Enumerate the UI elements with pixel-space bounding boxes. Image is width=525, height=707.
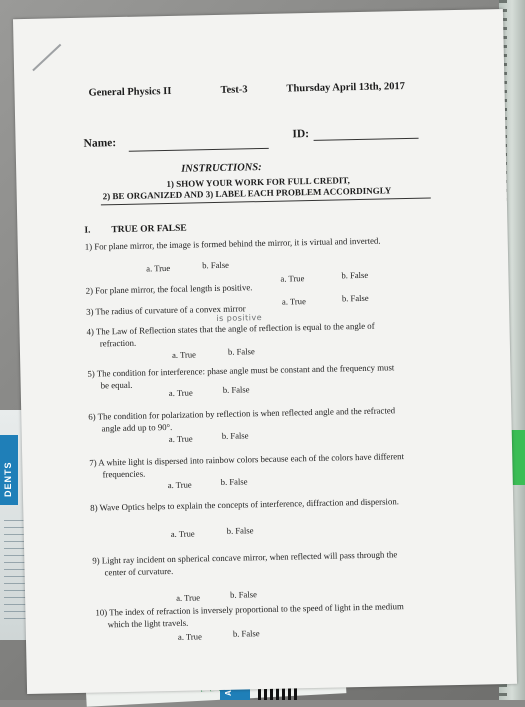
question-text: 6) The condition for polarization by reflection is when reflected angle and the refracted xyxy=(88,405,396,422)
option-false[interactable]: b. False xyxy=(227,346,255,357)
question-text-cont: refraction. xyxy=(99,337,137,349)
course-title: General Physics II xyxy=(88,85,172,99)
name-field[interactable] xyxy=(129,148,269,152)
section-number: I. xyxy=(84,225,91,236)
option-true[interactable]: a. True xyxy=(171,349,197,360)
handwritten-note: is positive xyxy=(216,313,263,324)
option-false[interactable]: b. False xyxy=(221,430,249,441)
pen-mark xyxy=(32,44,61,71)
question-text-cont: center of curvature. xyxy=(104,565,174,578)
option-false[interactable]: b. False xyxy=(220,476,248,487)
id-field[interactable] xyxy=(314,138,419,141)
option-false[interactable]: b. False xyxy=(341,292,369,304)
option-true[interactable]: a. True xyxy=(170,528,195,540)
option-false[interactable]: b. False xyxy=(226,525,254,536)
option-false[interactable]: b. False xyxy=(341,269,369,281)
option-true[interactable]: a. True xyxy=(168,433,193,445)
exam-header xyxy=(88,81,428,99)
question-text: 1) For plane mirror, the image is formed behind the mirror, it is virtual and inverted. xyxy=(84,235,381,252)
question-text: 2) For plane mirror, the focal length is positive. xyxy=(85,282,253,296)
option-false[interactable]: b. False xyxy=(222,384,250,395)
instruction-line-1: 1) SHOW YOUR WORK FOR FULL CREDIT, xyxy=(166,175,350,190)
question-text: 7) A white light is dispersed into rainbow colors because each of the colors have different xyxy=(89,451,405,468)
option-false[interactable]: b. False xyxy=(202,259,230,271)
question-text-cont: be equal. xyxy=(100,379,133,391)
question-text-cont: frequencies. xyxy=(102,468,146,480)
instruction-line-2: 2) BE ORGANIZED AND 3) LABEL EACH PROBLEM ACCORDINGLY xyxy=(102,185,392,202)
option-true[interactable]: a. True xyxy=(168,387,193,399)
name-label: Name: xyxy=(83,137,117,150)
question-text: 3) The radius of curvature of a convex mirror xyxy=(86,303,246,317)
exam-paper xyxy=(13,9,517,694)
exam-date: Thursday April 13th, 2017 xyxy=(286,81,406,95)
question-text: 10) The index of refraction is inversely proportional to the speed of light in the medium xyxy=(95,601,404,618)
option-true[interactable]: a. True xyxy=(280,273,305,284)
section-heading xyxy=(84,223,187,236)
test-number: Test-3 xyxy=(220,84,248,96)
instructions-title: INSTRUCTIONS: xyxy=(181,162,262,175)
id-label: ID: xyxy=(292,128,310,141)
question-text: 5) The condition for interference: phase angle must be constant and the frequency must xyxy=(87,362,395,379)
option-true[interactable]: a. True xyxy=(167,479,192,491)
option-false[interactable]: b. False xyxy=(232,628,260,639)
booklet-band: DENTS xyxy=(0,435,18,505)
option-true[interactable]: a. True xyxy=(281,296,306,307)
question-text: 8) Wave Optics helps to explain the concepts of interference, diffraction and dispersion. xyxy=(90,496,399,513)
question-text-cont: which the light travels. xyxy=(107,617,189,630)
section-title: TRUE OR FALSE xyxy=(111,223,187,236)
option-true[interactable]: a. True xyxy=(176,592,201,603)
option-true[interactable]: a. True xyxy=(146,262,171,274)
question-text-cont: angle add up to 90°. xyxy=(101,421,173,434)
option-true[interactable]: a. True xyxy=(177,631,202,642)
question-text: 9) Light ray incident on spherical concave mirror, when reflected will pass through the xyxy=(92,549,398,566)
question-text: 4) The Law of Reflection states that the angle of reflection is equal to the angle of xyxy=(86,320,375,337)
option-false[interactable]: b. False xyxy=(229,589,257,600)
